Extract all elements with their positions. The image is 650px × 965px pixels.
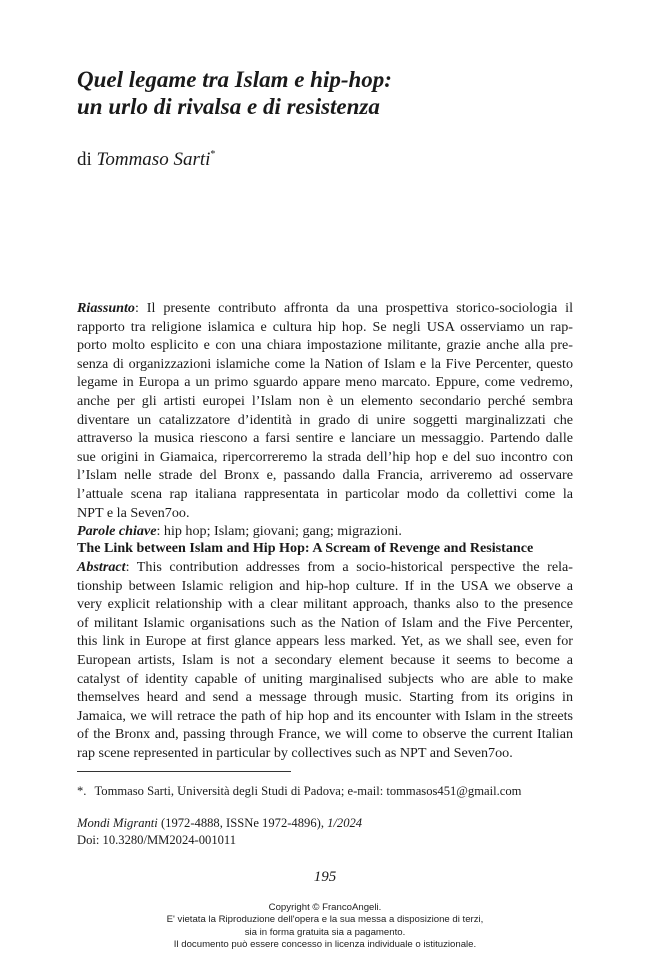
journal-issue: 1/2024 <box>327 816 363 830</box>
abstract-line: rap scene represented in particular by collectives such as NPT and Seven7oo. <box>77 744 513 761</box>
abstract-line: l’attuale scena rap italiana rappresentata in particolar modo da collettivi come la <box>77 485 573 502</box>
abstract-line: rapporto tra religione islamica e cultura hip hop. Se negli USA osserviamo un rap- <box>77 318 573 335</box>
abstract-line: themselves heard and send a message through music. Starting from its origins in <box>77 689 573 706</box>
abstract-line: NPT e la Seven7oo. <box>77 504 190 521</box>
page-number: 195 <box>313 869 337 885</box>
abstract-line: very explicit relationship with a clear militant approach, thanks also to the presence <box>77 596 573 613</box>
title-line-1: Quel legame tra Islam e hip-hop: <box>77 67 392 92</box>
english-title: The Link between Islam and Hip Hop: A Scream of Revenge and Resistance <box>77 540 534 556</box>
abstract-line: Riassunto: Il presente contributo affronta da una prospettiva storico-sociologia il <box>77 300 573 316</box>
author-footnote-mark: * <box>210 149 216 160</box>
abstract-line: diventare un catalizzatore d’identità in grado di unire soggetti marginalizzati che <box>77 411 573 428</box>
abstract-line: senza di organizzazioni islamiche come la Nation of Islam e la Five Percenter, questo <box>77 355 573 372</box>
abstract-line: sue origini in Giamaica, ripercorreremo la strada dell’hip hop e del suo incontro con <box>77 448 573 465</box>
abstract-line: legame in Europa a un primo sguardo appare meno marcato. Eppure, come vedremo, <box>77 374 573 391</box>
abstract-line: of militant Islamic organisations such as the Nation of Islam and the Five Percenter, <box>77 614 573 631</box>
keywords-line <box>77 522 573 541</box>
footnote <box>77 783 521 799</box>
author-byline <box>77 144 215 171</box>
author-name: Tommaso Sarti <box>96 149 211 170</box>
abstract-line: anche per gli artisti europei l’Islam non è un elemento secondario perché sembra <box>77 392 573 409</box>
journal-info <box>77 815 362 849</box>
italian-abstract <box>77 299 573 541</box>
abstract-label: Riassunto <box>77 300 135 316</box>
copyright-line: Il documento può essere concesso in licenza individuale o istituzionale. <box>173 939 477 951</box>
abstract-line: European artists, Islam is not a secondary element because it seems to become a <box>77 651 573 668</box>
copyright-line: E' vietata la Riproduzione dell'opera e la sua messa a disposizione di terzi, <box>166 914 484 926</box>
byline-prefix: di <box>77 149 92 170</box>
copyright-line: Copyright © FrancoAngeli. <box>268 902 382 913</box>
abstract-line: tionship between Islamic religion and hip-hop culture. If in the USA we observe a <box>77 577 573 594</box>
keywords-label: Parole chiave <box>77 523 157 540</box>
footnote-mark: *. <box>77 784 87 798</box>
title-line-2: un urlo di rivalsa e di resistenza <box>77 94 380 119</box>
english-abstract <box>77 558 573 763</box>
footnote-divider <box>77 771 291 772</box>
copyright-notice <box>0 902 650 952</box>
journal-name: Mondi Migranti <box>77 816 158 830</box>
copyright-line: sia in forma gratuita sia a pagamento. <box>244 926 406 938</box>
abstract-label: Abstract <box>77 559 126 575</box>
abstract-line: catalyst of identity capable of uniting marginalised subjects who are able to make <box>77 670 573 687</box>
keywords-text: : hip hop; Islam; giovani; gang; migrazioni. <box>156 523 402 540</box>
abstract-line: of the Bronx and, passing through France, we will come to observe the current Italian <box>77 726 573 743</box>
abstract-line: porto molto esplicito e con una chiara impostazione militante, grazie anche alla pre- <box>77 337 573 354</box>
abstract-line: Jamaica, we will retrace the path of hip hop and its encounter with Islam in the streets <box>77 707 573 724</box>
article-title <box>77 66 597 120</box>
journal-issn: (1972-4888, ISSNe 1972-4896), <box>157 816 328 830</box>
footnote-text: Tommaso Sarti, Università degli Studi di Padova; e-mail: tommasos451@gmail.com <box>94 784 522 798</box>
abstract-line: l’Islam nelle strade del Bronx e, passando dalla Francia, arriveremo ad osservare <box>77 467 573 484</box>
abstract-line: this link in Europe at first glance appears less marked. Yet, as we shall see, even for <box>77 633 573 650</box>
abstract-line: Abstract: This contribution addresses from a socio-historical perspective the rela- <box>77 559 573 575</box>
abstract-line: attraverso la musica riescono a farsi sentire e lanciare un messaggio. Partendo dalle <box>77 430 573 447</box>
journal-doi: Doi: 10.3280/MM2024-001011 <box>77 833 237 847</box>
